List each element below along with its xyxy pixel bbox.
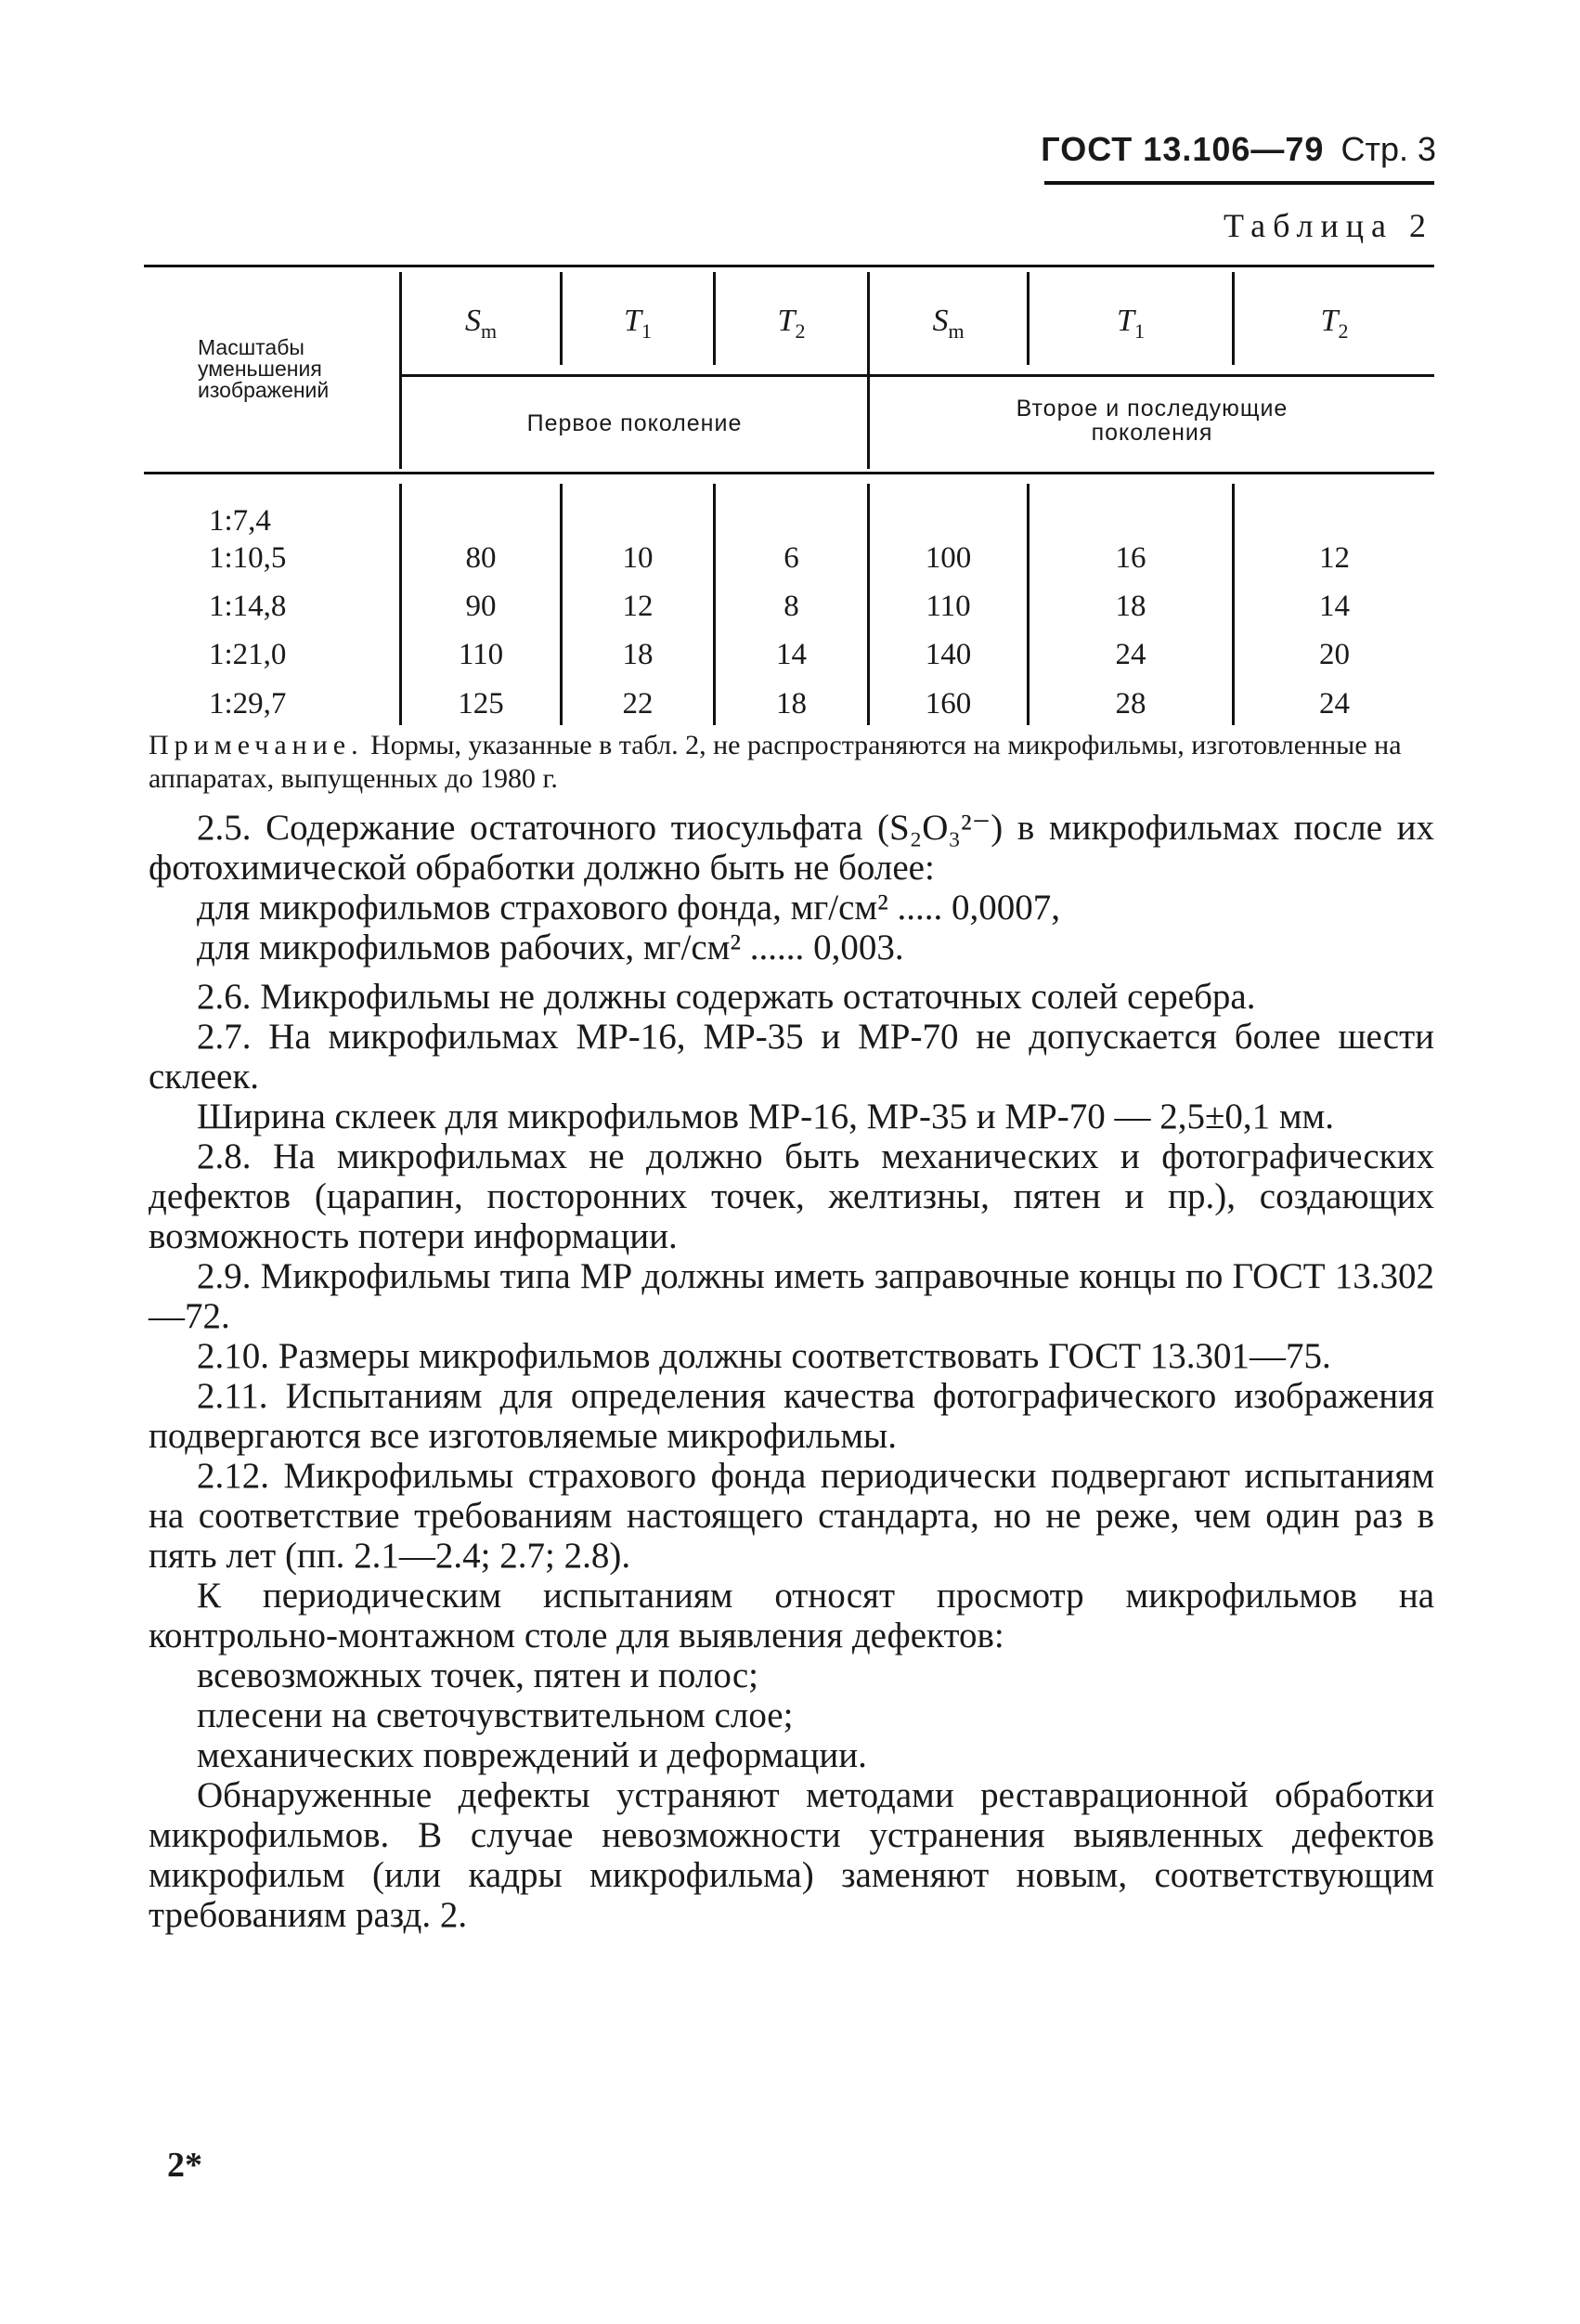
table-cell: 20 <box>1319 638 1350 671</box>
table-top-rule <box>144 265 1434 267</box>
group-rule <box>402 374 1434 377</box>
table-cell: 110 <box>458 638 504 671</box>
table-cell: 24 <box>1319 687 1350 721</box>
value-line: для микрофильмов рабочих, мг/см² ...... 0,003. <box>197 928 904 967</box>
paragraph-2-7: 2.7. На микрофильмах МР-16, МР-35 и МР-70 не допускается более шести склеек. <box>149 1017 1434 1097</box>
symbol-t2-2: $T_2$ <box>1320 304 1349 343</box>
table-cell: 90 <box>465 590 497 623</box>
paragraph-2-12-repair: Обнаруженные дефекты устраняют методами реставрационной обработки микрофильмов. В случае невозможности устранения выявленных дефектов микрофильм (или кадры микрофильма) заменяют новым, соответствующим требованиям разд. 2. <box>149 1775 1434 1935</box>
table-row: 1:7,4 <box>209 504 271 538</box>
list-item: всевозможных точек, пятен и полос; <box>197 1655 758 1695</box>
symbol-sm-1: $S_m$ <box>464 304 498 343</box>
paragraph-2-6: 2.6. Микрофильмы не должны содержать остаточных солей серебра. <box>197 977 1256 1017</box>
divider <box>399 272 402 469</box>
table-cell: 22 <box>622 687 654 721</box>
table-cell: 12 <box>1319 541 1350 575</box>
paragraph-2-5-values <box>149 888 1434 967</box>
header-rule <box>1044 181 1434 185</box>
table-cell: 28 <box>1115 687 1146 721</box>
table-title: Таблица 2 <box>1224 207 1433 244</box>
footer-mark: 2* <box>167 2146 202 2185</box>
table-row: 1:14,8 <box>209 590 287 623</box>
symbol-t1-1: $T_1$ <box>624 304 652 343</box>
table-cell: 14 <box>1319 590 1350 623</box>
symbol-t2-1: $T_2$ <box>777 304 806 343</box>
table-row: 1:21,0 <box>209 638 287 671</box>
paragraph-2-5: 2.5. Содержание остаточного тиосульфата (S₂O₃²⁻) в микрофильмах после их фотохимической обработки должно быть не более: <box>149 808 1434 888</box>
paragraph-2-11: 2.11. Испытаниям для определения качества фотографического изображения подвергаются все изготовляемые микрофильмы. <box>149 1376 1434 1456</box>
list-item: механических повреждений и деформации. <box>197 1735 867 1775</box>
paragraph-2-12-periodic: К периодическим испытаниям относят просмотр микрофильмов на контрольно-монтажном столе для выявления дефектов: <box>149 1576 1434 1655</box>
table-cell: 80 <box>465 541 497 575</box>
paragraph-2-9: 2.9. Микрофильмы типа МР должны иметь заправочные концы по ГОСТ 13.302—72. <box>149 1256 1434 1336</box>
page-number: Стр. 3 <box>1340 130 1436 168</box>
table-cell: 125 <box>458 687 504 721</box>
table-cell: 8 <box>784 590 799 623</box>
table-cell: 100 <box>925 541 972 575</box>
document-body <box>149 808 1434 1935</box>
gost-number: ГОСТ 13.106—79 <box>1041 130 1325 168</box>
table-cell: 18 <box>776 687 807 721</box>
table-cell: 24 <box>1115 638 1146 671</box>
table-cell: 140 <box>925 638 972 671</box>
table-cell: 160 <box>925 687 972 721</box>
table-row: 1:29,7 <box>209 687 287 721</box>
page-header <box>1041 130 1436 169</box>
value-line: для микрофильмов страхового фонда, мг/см² ..... 0,0007, <box>197 888 1061 928</box>
second-generation-header: Второе и последующие поколения <box>1016 396 1289 446</box>
table-row: 1:10,5 <box>209 541 287 575</box>
table-cell: 110 <box>926 590 971 623</box>
list-item: плесени на светочувствительном слое; <box>197 1695 794 1735</box>
table-cell: 14 <box>776 638 807 671</box>
table-note <box>149 729 1434 796</box>
paragraph-2-10: 2.10. Размеры микрофильмов должны соответствовать ГОСТ 13.301—75. <box>197 1336 1331 1376</box>
table-cell: 6 <box>784 541 799 575</box>
symbol-sm-2: $S_m$ <box>932 304 965 343</box>
paragraph-2-8: 2.8. На микрофильмах не должно быть механических и фотографических дефектов (царапин, посторонних точек, желтизны, пятен и пр.), создающих возможность потери информации. <box>149 1136 1434 1256</box>
scale-column-header: Масштабы уменьшения изображений <box>198 335 330 402</box>
first-generation-header: Первое поколение <box>526 410 743 436</box>
note-label: Примечание. <box>149 730 364 760</box>
paragraph-2-12: 2.12. Микрофильмы страхового фонда периодически подвергают испытаниям на соответствие требованиям настоящего стандарта, но не реже, чем один раз в пять лет (пп. 2.1—2.4; 2.7; 2.8). <box>149 1456 1434 1576</box>
table-cell: 16 <box>1115 541 1146 575</box>
norms-table <box>144 265 1434 729</box>
table-cell: 12 <box>622 590 654 623</box>
table-cell: 18 <box>1115 590 1146 623</box>
table-header-rule <box>144 472 1434 474</box>
symbol-t1-2: $T_1$ <box>1117 304 1145 343</box>
table-cell: 18 <box>622 638 654 671</box>
table-cell: 10 <box>622 541 654 575</box>
paragraph-2-7-width: Ширина склеек для микрофильмов МР-16, МР-35 и МР-70 — 2,5±0,1 мм. <box>197 1097 1334 1136</box>
note-text: Нормы, указанные в табл. 2, не распространяются на микрофильмы, изготовленные на аппаратах, выпущенных до 1980 г. <box>149 730 1402 794</box>
